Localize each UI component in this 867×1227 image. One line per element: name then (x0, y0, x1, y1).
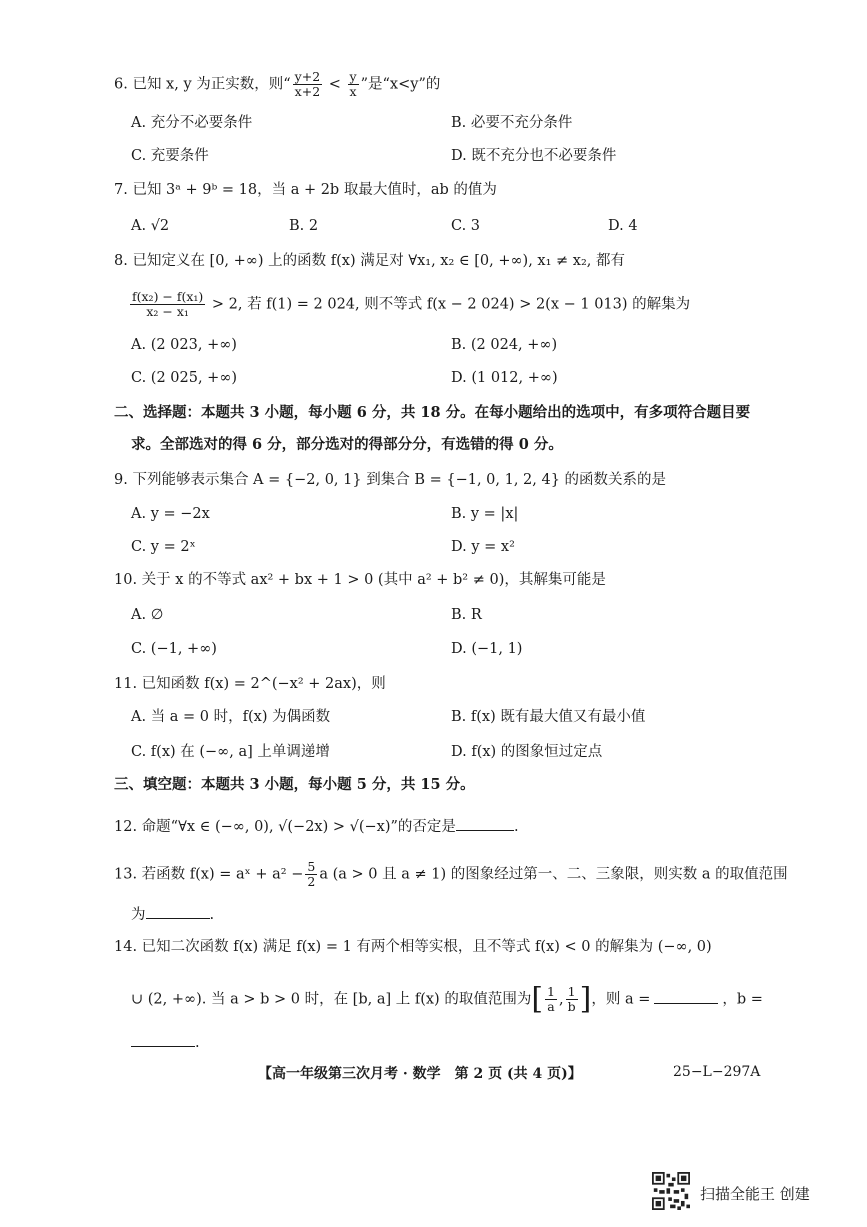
q8-option-c: C. (2 025, +∞) (131, 370, 238, 386)
question-8-line-2: $\frac{\text{f(x₂) − f(x₁)}}{\text{x₂ − x₁}}$ > 2, 若 f(1) = 2 024, 则不等式 f(x − 2 024) > 2(x − 1 013) 的解集为 (132, 289, 691, 319)
q13-fraction: $\frac{5}{2}$ (307, 859, 316, 889)
question-8-line-1: 8. 已知定义在 [0, +∞) 上的函数 f(x) 满足对 ∀x₁, x₂ ∈ [0, +∞), x₁ ≠ x₂, 都有 (114, 253, 626, 269)
q10-option-d: D. (−1, 1) (451, 641, 523, 657)
scanner-watermark-label: 扫描全能王 创建 (700, 1185, 810, 1203)
q10-option-c: C. (−1, +∞) (131, 641, 217, 657)
qr-code-icon (652, 1172, 690, 1210)
q9-option-a: A. y = −2x (131, 506, 210, 522)
q6-option-a: A. 充分不必要条件 (131, 115, 253, 131)
q10-option-a: A. ∅ (131, 607, 164, 623)
q6-option-c: C. 充要条件 (131, 148, 209, 164)
question-11-stem: 11. 已知函数 f(x) = 2^(−x² + 2ax)，则 (114, 676, 386, 692)
section-2-heading-line-2: 求。全部选对的得 6 分，部分选对的得部分分，有选错的得 0 分。 (131, 436, 563, 453)
exam-code: 25−L−297A (673, 1064, 761, 1080)
q7-option-d: D. 4 (608, 218, 638, 234)
q7-option-a: A. √2 (131, 218, 170, 234)
q9-option-d: D. y = x² (451, 539, 515, 555)
q14-answer-blank-a[interactable] (654, 989, 718, 1004)
q8-option-a: A. (2 023, +∞) (131, 337, 237, 353)
q7-option-b: B. 2 (289, 218, 319, 234)
question-14-line-3: . (131, 1032, 200, 1053)
question-10-stem: 10. 关于 x 的不等式 ax² + bx + 1 > 0 (其中 a² + b² ≠ 0)，其解集可能是 (114, 572, 606, 588)
q11-option-a: A. 当 a = 0 时，f(x) 为偶函数 (131, 709, 331, 725)
question-6-stem: 6. 已知 x, y 为正实数，则“ $\frac{y+2}{x+2}$ < $\frac{y}{x}$ ”是“x<y”的 (114, 69, 441, 99)
question-13-stem: 13. 若函数 f(x) = aˣ + a² − $\frac{5}{2}$ a (a > 0 且 a ≠ 1) 的图象经过第一、二、三象限，则实数 a 的取值范围 (114, 859, 788, 889)
q6-option-d: D. 既不充分也不必要条件 (451, 148, 617, 164)
page-footer-title: 【高一年级第三次月考 · 数学 第 2 页 (共 4 页)】 (258, 1066, 582, 1082)
q13-answer-blank[interactable] (146, 904, 210, 919)
q9-option-b: B. y = |x| (451, 506, 519, 522)
q6-prefix: 6. 已知 x, y 为正实数，则“ (114, 76, 291, 93)
q11-option-c: C. f(x) 在 (−∞, a] 上单调递增 (131, 744, 330, 760)
q12-answer-blank[interactable] (456, 816, 514, 831)
q7-option-c: C. 3 (451, 218, 481, 234)
q9-option-c: C. y = 2ˣ (131, 539, 196, 555)
q6-fraction-1: $\frac{y+2}{x+2}$ (294, 69, 321, 99)
section-2-heading-line-1: 二、选择题：本题共 3 小题，每小题 6 分，共 18 分。在每小题给出的选项中，有多项符合题目要 (114, 404, 751, 421)
q14-fraction-1: $\frac{1}{a}$ (547, 984, 555, 1014)
question-7-stem: 7. 已知 3ᵃ + 9ᵇ = 18，当 a + 2b 取最大值时，ab 的值为 (114, 182, 497, 198)
q14-answer-blank-b[interactable] (131, 1032, 195, 1047)
q6-fraction-2: $\frac{y}{x}$ (349, 69, 357, 99)
question-12-stem: 12. 命题“∀x ∈ (−∞, 0), √(−2x) > √(−x)”的否定是 . (114, 816, 519, 837)
q8-option-d: D. (1 012, +∞) (451, 370, 558, 386)
question-9-stem: 9. 下列能够表示集合 A = {−2, 0, 1} 到集合 B = {−1, 0, 1, 2, 4} 的函数关系的是 (114, 472, 667, 488)
q14-fraction-2: $\frac{1}{b}$ (567, 984, 576, 1014)
section-3-heading: 三、填空题：本题共 3 小题，每小题 5 分，共 15 分。 (114, 776, 475, 793)
q8-option-b: B. (2 024, +∞) (451, 337, 558, 353)
question-13-line-2: 为 . (131, 904, 214, 925)
q6-option-b: B. 必要不充分条件 (451, 115, 573, 131)
q11-option-b: B. f(x) 既有最大值又有最小值 (451, 709, 646, 725)
question-14-line-1: 14. 已知二次函数 f(x) 满足 f(x) = 1 有两个相等实根，且不等式 f(x) < 0 的解集为 (−∞, 0) (114, 939, 712, 955)
q11-option-d: D. f(x) 的图象恒过定点 (451, 744, 603, 760)
question-14-line-2: ∪ (2, +∞). 当 a > b > 0 时，在 [b, a] 上 f(x) 的取值范围为[ $\frac{1}{a}$ , $\frac{1}{b}$ ]，则 a = ，b = (131, 981, 763, 1017)
q6-suffix: ”是“x<y”的 (360, 76, 441, 93)
q8-fraction: $\frac{\text{f(x₂) − f(x₁)}}{\text{x₂ − x₁}}$ (132, 289, 204, 319)
q10-option-b: B. R (451, 607, 482, 623)
